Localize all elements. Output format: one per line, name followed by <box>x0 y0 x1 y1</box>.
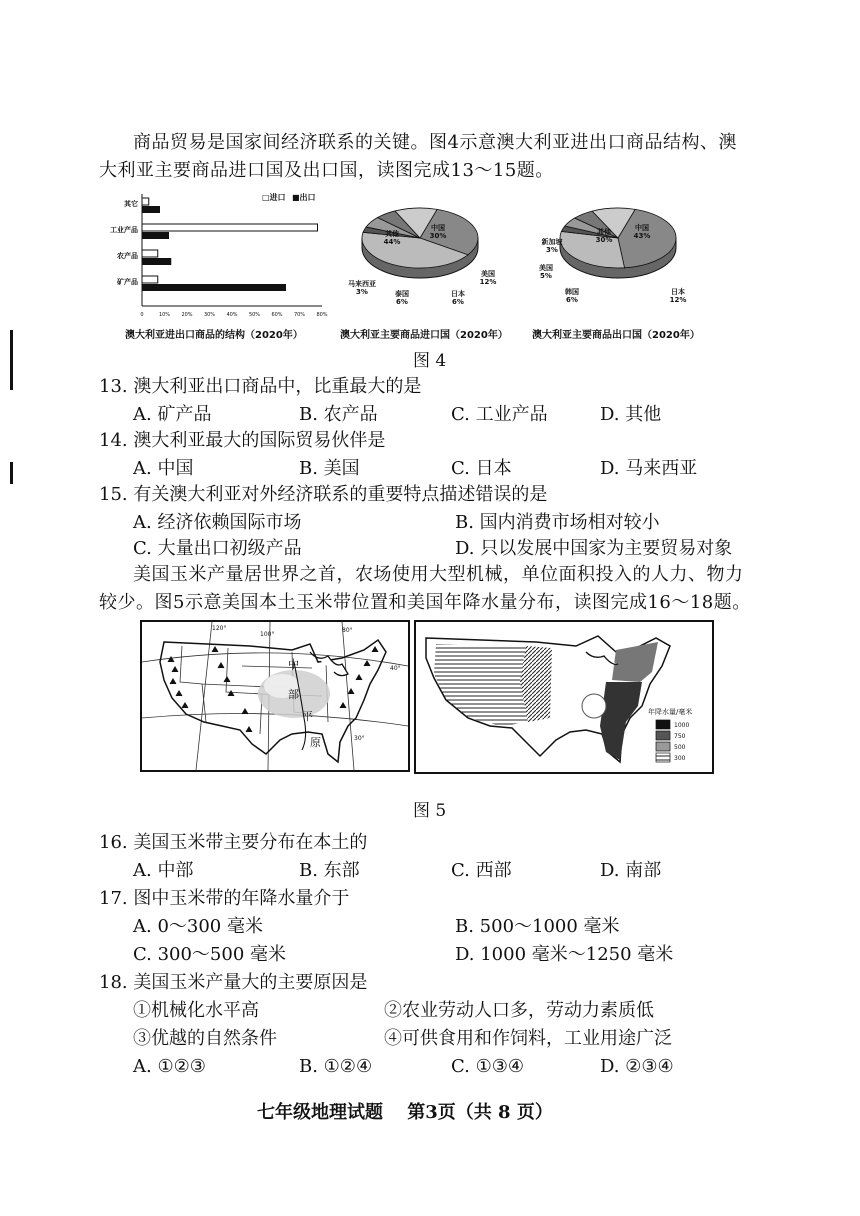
bar-x-tick-label: 40% <box>226 312 238 318</box>
map1-label-bu: 部 <box>288 688 299 701</box>
pie-slice-label: 日本 <box>671 288 685 296</box>
question-13-stem: 13. 澳大利亚出口商品中，比重最大的是 <box>99 376 422 397</box>
bar-import <box>142 250 158 257</box>
map1-label-ping: 平 <box>302 710 313 723</box>
question-16-stem: 16. 美国玉米带主要分布在本土的 <box>99 832 368 853</box>
pie-slice-label: 其他 <box>385 230 399 238</box>
scan-edge-mark <box>10 330 13 390</box>
bar-export <box>142 258 171 265</box>
bar-x-tick-label: 60% <box>271 312 283 318</box>
bar-legend-import: □进口 <box>262 193 286 202</box>
precip-legend-label: 300 <box>674 755 686 762</box>
intro-line-2: 大利亚主要商品进口国及出口国，读图完成13～15题。 <box>99 160 554 181</box>
map1-label-lat40: 40° <box>390 665 401 672</box>
bar-export <box>142 232 169 239</box>
bar-x-tick-label: 10% <box>158 312 171 318</box>
pie-slice-value: 5% <box>540 272 552 280</box>
pie-slice-label: 其他 <box>597 228 611 236</box>
bar-x-tick-label: 30% <box>203 312 216 318</box>
bar-import <box>142 276 158 283</box>
dry-region-hatched <box>434 644 528 726</box>
bar-x-tick-label: 70% <box>293 312 306 318</box>
question-17-option-d[interactable]: D. 1000 毫米～1250 毫米 <box>455 944 674 965</box>
question-16-option-d[interactable]: D. 南部 <box>600 860 662 881</box>
pie-slice-value: 6% <box>396 298 408 306</box>
pie-slice-value: 3% <box>546 246 558 254</box>
bar-category-label: 矿产品 <box>117 278 138 286</box>
question-15-option-b[interactable]: B. 国内消费市场相对较小 <box>455 512 660 533</box>
question-16-option-b[interactable]: B. 东部 <box>299 860 360 881</box>
pie-slice-label: 新加坡 <box>541 238 563 246</box>
map1-label-lon80: 80° <box>342 627 353 634</box>
question-17-option-c[interactable]: C. 300～500 毫米 <box>133 944 287 965</box>
intro2-line-1: 美国玉米产量居世界之首，农场使用大型机械，单位面积投入的人力、物力 <box>133 564 744 585</box>
precip-legend-swatch <box>656 720 670 729</box>
pie-slice-label: 美国 <box>481 270 495 278</box>
question-15-option-c[interactable]: C. 大量出口初级产品 <box>133 538 302 559</box>
map1-label-lon100: 100° <box>260 631 275 638</box>
question-16-option-c[interactable]: C. 西部 <box>451 860 512 881</box>
scan-edge-mark <box>10 462 13 484</box>
question-18-statement-3: ③优越的自然条件 <box>133 1028 277 1049</box>
pie-slice-value: 30% <box>595 236 613 244</box>
pie-slice-label: 中国 <box>431 224 445 232</box>
wet-region-dark <box>600 682 642 760</box>
pie-slice-label: 美国 <box>539 264 553 272</box>
question-18-statement-1: ①机械化水平高 <box>133 1000 259 1021</box>
page-footer: 七年级地理试题 第3页（共 8 页） <box>257 1102 553 1123</box>
pie-slice-label: 马来西亚 <box>348 280 376 288</box>
question-14-option-a[interactable]: A. 中国 <box>133 458 194 479</box>
precip-legend-swatch <box>656 753 670 762</box>
pie2-caption: 澳大利亚主要商品出口国（2020年） <box>532 330 700 341</box>
intro-line-1: 商品贸易是国家间经济联系的关键。图4示意澳大利亚进出口商品结构、澳 <box>133 132 737 153</box>
question-13-option-d[interactable]: D. 其他 <box>600 404 662 425</box>
question-18-option-c[interactable]: C. ①③④ <box>451 1056 524 1077</box>
bar-category-label: 其它 <box>124 200 138 208</box>
question-17-option-b[interactable]: B. 500～1000 毫米 <box>455 916 620 937</box>
pie-slice-value: 12% <box>669 296 687 304</box>
pie-slice-value: 6% <box>452 298 464 306</box>
precip-legend-label: 500 <box>674 744 686 751</box>
bar-legend-export: ■出口 <box>292 193 316 202</box>
bar-category-label: 农产品 <box>117 252 138 260</box>
question-14-option-d[interactable]: D. 马来西亚 <box>600 458 698 479</box>
map1-label-lat30: 30° <box>354 735 365 742</box>
question-15-option-a[interactable]: A. 经济依赖国际市场 <box>133 512 302 533</box>
precipitation-map <box>414 620 714 774</box>
question-17-stem: 17. 图中玉米带的年降水量介于 <box>99 888 350 909</box>
pie-slice-value: 3% <box>356 288 368 296</box>
bar-export <box>142 206 160 213</box>
bar-chart-caption: 澳大利亚进出口商品的结构（2020年） <box>125 330 303 341</box>
pie-slice-label: 韩国 <box>565 288 579 296</box>
pie1-caption: 澳大利亚主要商品进口国（2020年） <box>340 330 508 341</box>
pie-slice-value: 30% <box>429 232 447 240</box>
question-18-option-d[interactable]: D. ②③④ <box>600 1056 674 1077</box>
map1-label-lon120: 120° <box>212 625 227 632</box>
bar-x-tick-label: 20% <box>181 312 193 318</box>
map1-label-zhong: 中 <box>288 658 299 671</box>
bar-x-tick-label: 0 <box>140 312 144 318</box>
question-18-stem: 18. 美国玉米产量大的主要原因是 <box>99 972 368 993</box>
question-13-option-b[interactable]: B. 农产品 <box>299 404 378 425</box>
precip-legend-label: 750 <box>674 733 686 740</box>
map1-label-yuan: 原 <box>310 736 321 749</box>
intro2-line-2: 较少。图5示意美国本土玉米带位置和美国年降水量分布，读图完成16～18题。 <box>99 592 751 613</box>
pie-slice-label: 中国 <box>635 224 649 232</box>
question-15-option-d[interactable]: D. 只以发展中国家为主要贸易对象 <box>455 538 733 559</box>
question-18-statement-2: ②农业劳动人口多，劳动力素质低 <box>384 1000 654 1021</box>
bar-export <box>142 284 286 291</box>
bar-category-label: 工业产品 <box>110 226 138 234</box>
precip-legend-label: 1000 <box>674 722 690 729</box>
question-18-option-a[interactable]: A. ①②③ <box>133 1056 206 1077</box>
question-13-option-a[interactable]: A. 矿产品 <box>133 404 212 425</box>
bar-import <box>142 198 149 205</box>
precip-legend-swatch <box>656 731 670 740</box>
pie-slice-label: 泰国 <box>395 290 409 298</box>
pie-slice-value: 6% <box>566 296 578 304</box>
bar-import <box>142 224 318 231</box>
question-14-option-c[interactable]: C. 日本 <box>451 458 512 479</box>
figure5-caption: 图 5 <box>413 801 447 821</box>
precip-legend-title: 年降水量/毫米 <box>648 708 693 716</box>
trade-structure-bar-chart <box>92 192 332 322</box>
question-16-option-a[interactable]: A. 中部 <box>133 860 194 881</box>
pie-slice-label: 日本 <box>451 290 465 298</box>
question-18-option-b[interactable]: B. ①②④ <box>299 1056 373 1077</box>
pie-slice-value: 12% <box>479 278 497 286</box>
figure4-caption: 图 4 <box>413 351 447 371</box>
question-14-option-b[interactable]: B. 美国 <box>299 458 360 479</box>
question-17-option-a[interactable]: A. 0～300 毫米 <box>133 916 263 937</box>
pie-slice-value: 43% <box>633 232 651 240</box>
question-15-stem: 15. 有关澳大利亚对外经济联系的重要特点描述错误的是 <box>99 484 548 505</box>
question-18-statement-4: ④可供食用和作饲料，工业用途广泛 <box>384 1028 672 1049</box>
bar-x-tick-label: 50% <box>248 312 261 318</box>
rocky-mountains-symbols <box>168 647 252 732</box>
export-countries-pie <box>538 198 718 328</box>
question-14-stem: 14. 澳大利亚最大的国际贸易伙伴是 <box>99 430 386 451</box>
pie-slice-value: 44% <box>383 238 401 246</box>
import-countries-pie <box>340 198 520 328</box>
precip-legend-swatch <box>656 742 670 751</box>
question-13-option-c[interactable]: C. 工业产品 <box>451 404 548 425</box>
bar-x-tick-label: 80% <box>316 312 328 318</box>
corn-belt-map <box>140 620 410 772</box>
